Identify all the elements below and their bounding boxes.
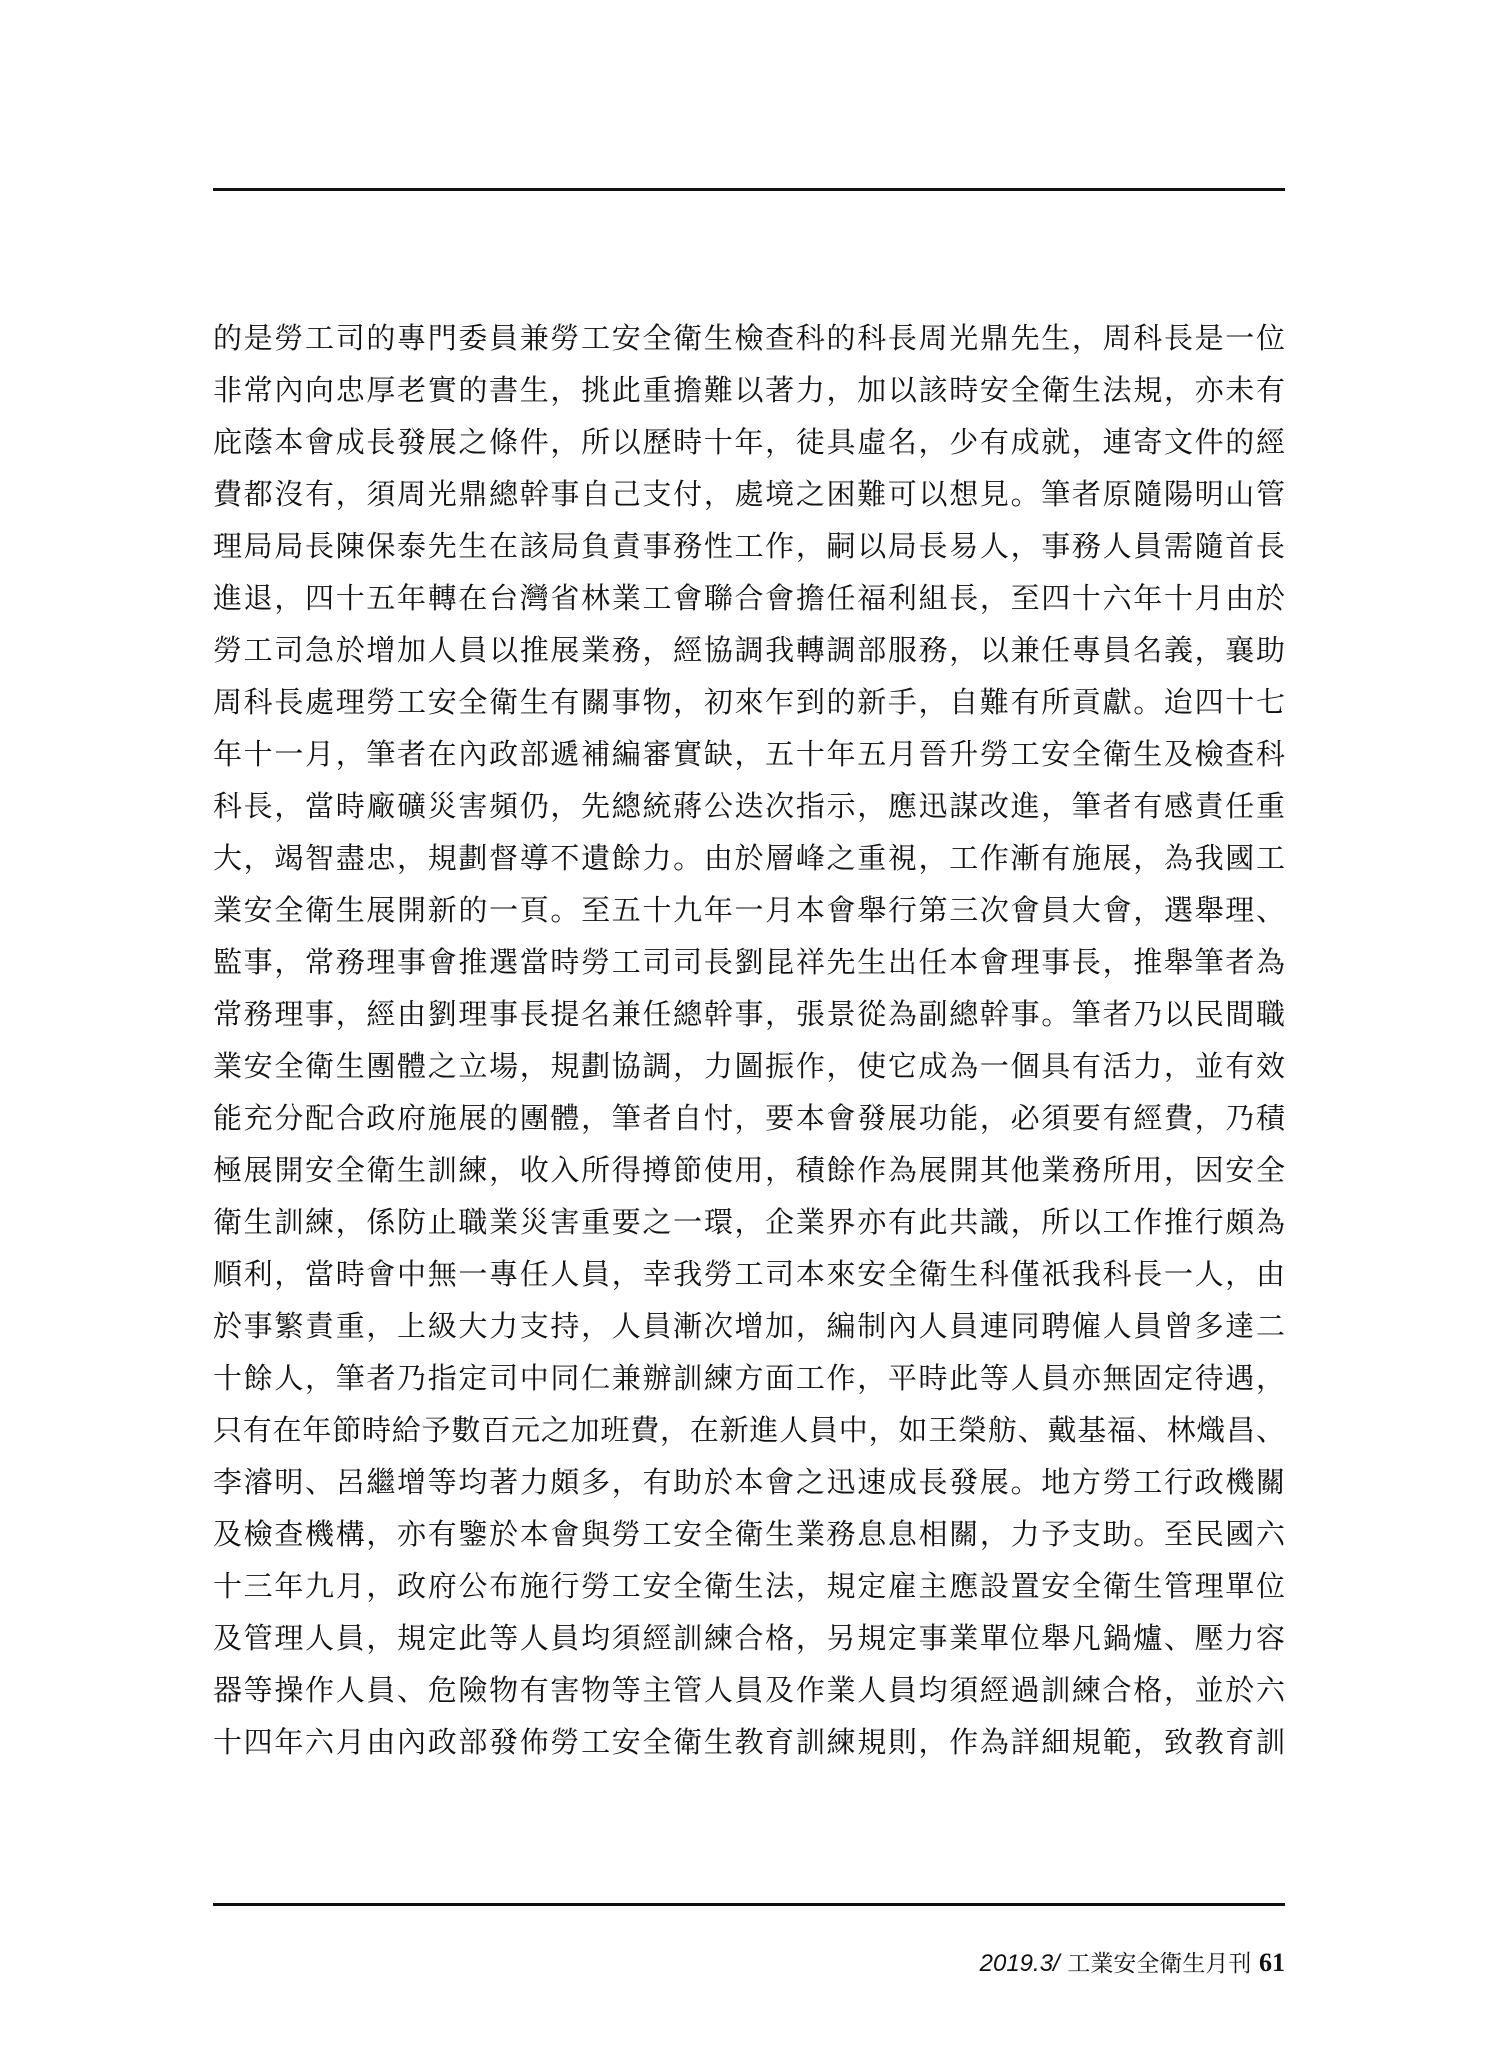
issue-date: 2019.3/ xyxy=(979,1950,1060,1977)
text-line: 業安全衛生團體之立場，規劃協調，力圖振作，使它成為一個具有活力，並有效 xyxy=(213,1049,1285,1083)
header-rule xyxy=(213,188,1285,191)
text-line: 極展開安全衛生訓練，收入所得撙節使用，積餘作為展開其他業務所用，因安全 xyxy=(213,1153,1285,1187)
text-line: 的是勞工司的專門委員兼勞工安全衛生檢查科的科長周光鼎先生，周科長是一位 xyxy=(213,321,1285,355)
text-line: 業安全衛生展開新的一頁。至五十九年一月本會舉行第三次會員大會，選舉理、 xyxy=(213,893,1285,927)
text-line: 勞工司急於增加人員以推展業務，經協調我轉調部服務，以兼任專員名義，襄助 xyxy=(213,633,1285,667)
text-line: 監事，常務理事會推選當時勞工司司長劉昆祥先生出任本會理事長，推舉筆者為 xyxy=(213,945,1285,979)
text-line: 進退，四十五年轉在台灣省林業工會聯合會擔任福利組長，至四十六年十月由於 xyxy=(213,581,1285,615)
text-line: 科長，當時廠礦災害頻仍，先總統蔣公迭次指示，應迅謀改進，筆者有感責任重 xyxy=(213,789,1285,823)
text-line: 於事繁責重，上級大力支持，人員漸次增加，編制內人員連同聘僱人員曾多達二 xyxy=(213,1309,1285,1343)
text-line: 順利，當時會中無一專任人員，幸我勞工司本來安全衛生科僅祇我科長一人，由 xyxy=(213,1257,1285,1291)
text-line: 周科長處理勞工安全衛生有關事物，初來乍到的新手，自難有所貢獻。迨四十七 xyxy=(213,685,1285,719)
text-line: 能充分配合政府施展的團體，筆者自忖，要本會發展功能，必須要有經費，乃積 xyxy=(213,1101,1285,1135)
text-line: 及管理人員，規定此等人員均須經訓練合格，另規定事業單位舉凡鍋爐、壓力容 xyxy=(213,1621,1285,1655)
text-line: 大，竭智盡忠，規劃督導不遺餘力。由於層峰之重視，工作漸有施展，為我國工 xyxy=(213,841,1285,875)
text-line: 十四年六月由內政部發佈勞工安全衛生教育訓練規則，作為詳細規範，致教育訓 xyxy=(213,1725,1285,1759)
article-body xyxy=(213,312,1285,1768)
text-line: 庇蔭本會成長發展之條件，所以歷時十年，徒具虛名，少有成就，連寄文件的經 xyxy=(213,425,1285,459)
page-number: 61 xyxy=(1259,1948,1285,1977)
text-line: 年十一月，筆者在內政部遞補編審實缺，五十年五月晉升勞工安全衛生及檢查科 xyxy=(213,737,1285,771)
text-line: 及檢查機構，亦有鑒於本會與勞工安全衛生業務息息相關，力予支助。至民國六 xyxy=(213,1517,1285,1551)
text-line: 十三年九月，政府公布施行勞工安全衛生法，規定雇主應設置安全衛生管理單位 xyxy=(213,1569,1285,1603)
text-line: 李濬明、呂繼增等均著力頗多，有助於本會之迅速成長發展。地方勞工行政機關 xyxy=(213,1465,1285,1499)
page-footer xyxy=(980,1948,1285,1979)
text-line: 費都沒有，須周光鼎總幹事自己支付，處境之困難可以想見。筆者原隨陽明山管 xyxy=(213,477,1285,511)
text-line: 理局局長陳保泰先生在該局負責事務性工作，嗣以局長易人，事務人員需隨首長 xyxy=(213,529,1285,563)
text-line: 器等操作人員、危險物有害物等主管人員及作業人員均須經過訓練合格，並於六 xyxy=(213,1673,1285,1707)
text-line: 衛生訓練，係防止職業災害重要之一環，企業界亦有此共識，所以工作推行頗為 xyxy=(213,1205,1285,1239)
text-line: 只有在年節時給予數百元之加班費，在新進人員中，如王榮舫、戴基福、林熾昌、 xyxy=(213,1413,1285,1447)
text-line: 十餘人，筆者乃指定司中同仁兼辦訓練方面工作，平時此等人員亦無固定待遇， xyxy=(213,1361,1285,1395)
text-line: 常務理事，經由劉理事長提名兼任總幹事，張景從為副總幹事。筆者乃以民間職 xyxy=(213,997,1285,1031)
footer-rule xyxy=(213,1903,1285,1906)
journal-title: 工業安全衛生月刊 xyxy=(1067,1951,1252,1977)
text-line: 非常內向忠厚老實的書生，挑此重擔難以著力，加以該時安全衛生法規，亦未有 xyxy=(213,373,1285,407)
